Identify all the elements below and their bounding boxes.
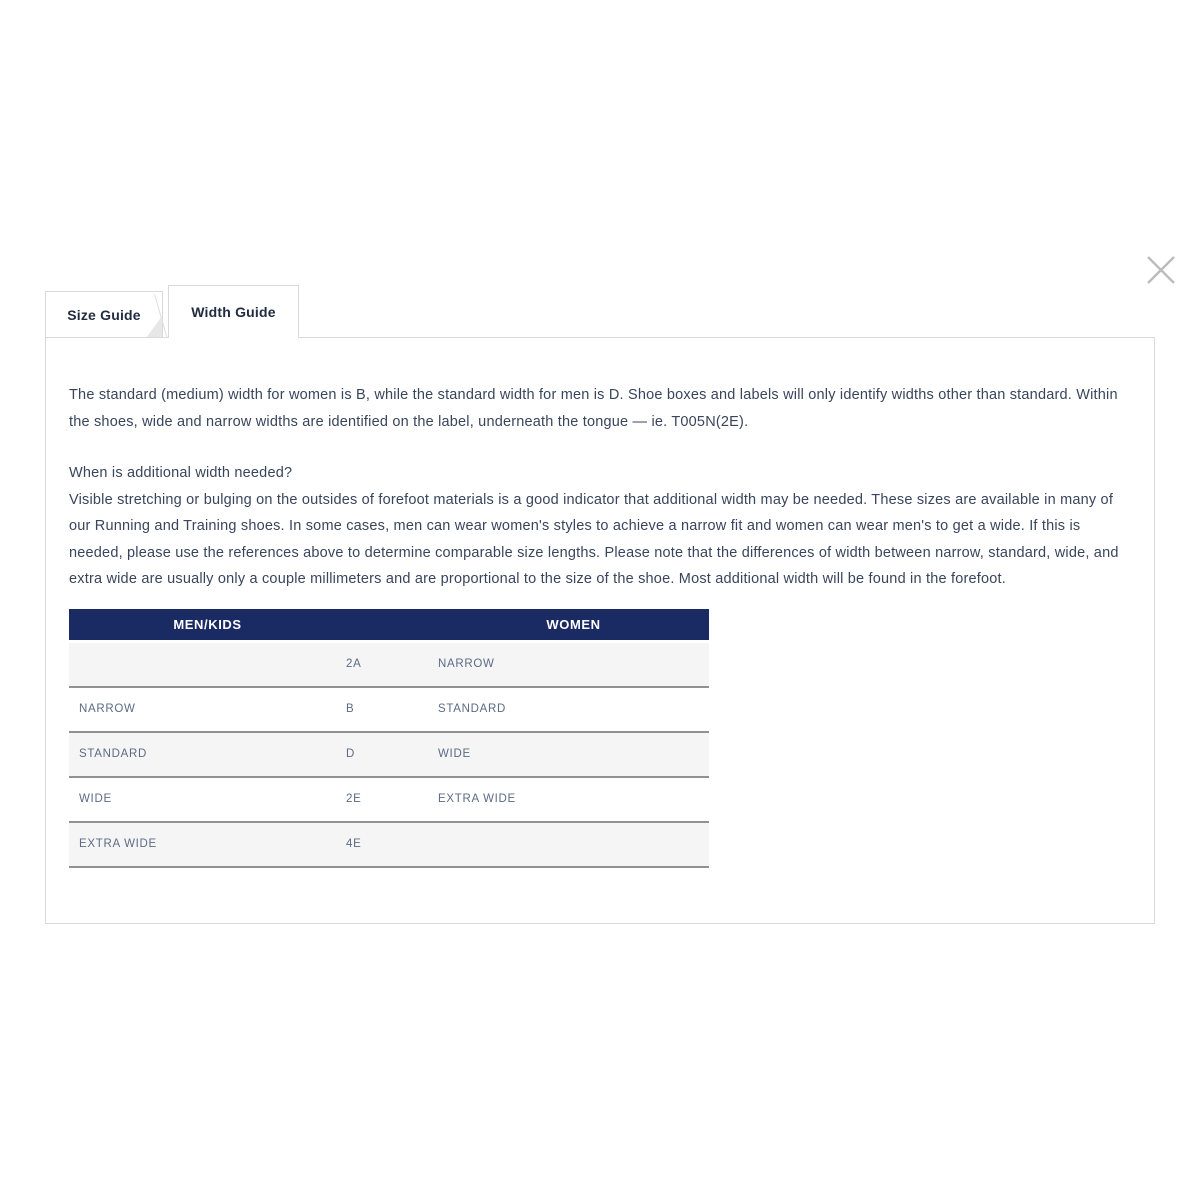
cell-code: D bbox=[346, 748, 356, 761]
width-table-header-row bbox=[69, 609, 709, 640]
cell-men: WIDE bbox=[79, 793, 112, 806]
size-width-guide-modal bbox=[45, 285, 1155, 924]
table-row bbox=[69, 778, 709, 823]
header-women: WOMEN bbox=[546, 616, 601, 632]
table-row bbox=[69, 733, 709, 778]
table-row bbox=[69, 688, 709, 733]
cell-code: 2A bbox=[346, 658, 362, 671]
table-row bbox=[69, 823, 709, 868]
tab-width-guide[interactable] bbox=[168, 285, 299, 338]
guide-tabs bbox=[45, 285, 1155, 337]
cell-women: STANDARD bbox=[438, 703, 507, 716]
cell-code: 2E bbox=[346, 793, 362, 806]
cell-women: NARROW bbox=[438, 658, 495, 671]
tab-width-guide-label: Width Guide bbox=[191, 304, 276, 320]
tab-size-guide[interactable] bbox=[45, 291, 163, 338]
width-question-body: Visible stretching or bulging on the outsides of forefoot materials is a good indicator that additional width may be needed. These sizes are available in many of our Running and Training shoes. In some cases, men can wear women's styles to achieve a narrow fit and women can wear men's to get a wide. If this is needed, please use the references above to determine comparable size lengths. Please note that the differences of width between narrow, standard, wide, and extra wide are usually only a couple millimeters and are proportional to the size of the shoe. Most additional width will be found in the forefoot. bbox=[69, 492, 1119, 588]
width-comparison-table bbox=[69, 609, 709, 868]
cell-women: WIDE bbox=[438, 748, 471, 761]
cell-men: STANDARD bbox=[79, 748, 148, 761]
cell-women: EXTRA WIDE bbox=[438, 793, 516, 806]
table-row bbox=[69, 643, 709, 688]
intro-paragraph: The standard (medium) width for women is B, while the standard width for men is D. Shoe boxes and labels will only identify widths other than standard. Within the shoes, wide and narrow widths are identified on the label, underneath the tongue — ie. T005N(2E). bbox=[69, 387, 1118, 430]
cell-code: 4E bbox=[346, 838, 362, 851]
width-question-heading: When is additional width needed? bbox=[69, 465, 293, 481]
cell-code: B bbox=[346, 703, 355, 716]
width-guide-panel bbox=[45, 337, 1155, 924]
close-icon bbox=[1144, 253, 1178, 287]
tab-size-guide-label: Size Guide bbox=[67, 307, 141, 323]
cell-men: NARROW bbox=[79, 703, 136, 716]
cell-men: EXTRA WIDE bbox=[79, 838, 157, 851]
header-men-kids: MEN/KIDS bbox=[173, 616, 242, 632]
tab-fold-corner bbox=[146, 316, 162, 338]
